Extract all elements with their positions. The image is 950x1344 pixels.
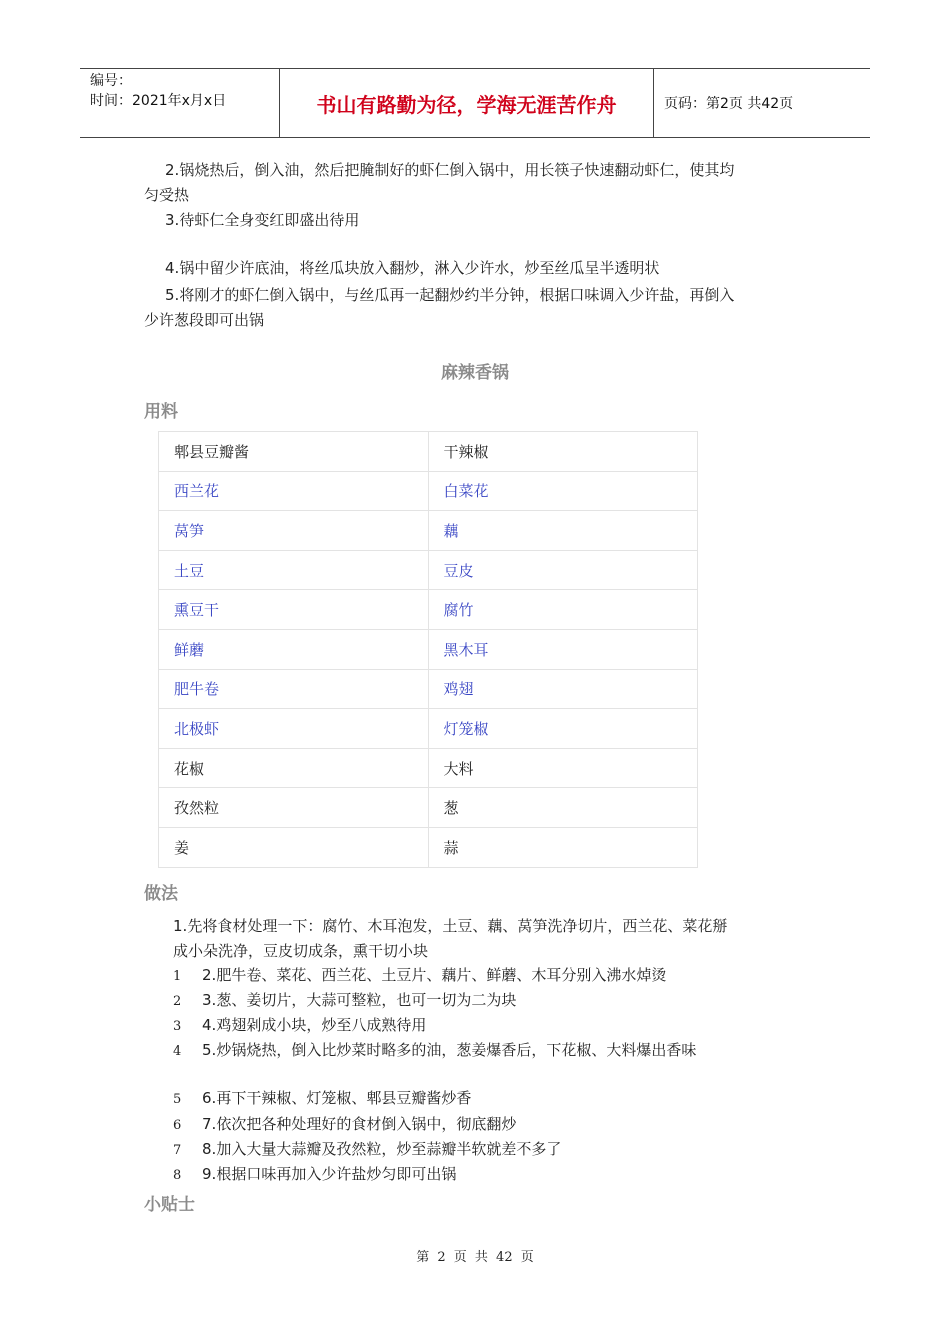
ingredient-link[interactable]: 鸡翅 bbox=[428, 669, 698, 709]
step-number: 9. bbox=[202, 1165, 217, 1183]
prev-step-4 bbox=[165, 256, 659, 281]
table-row bbox=[159, 590, 698, 630]
method-step-6 bbox=[144, 1086, 844, 1112]
table-row bbox=[159, 629, 698, 669]
table-row bbox=[159, 827, 698, 867]
header-page-info: 页码：第2页 共42页 bbox=[664, 96, 794, 112]
method-step-3 bbox=[144, 988, 844, 1014]
page-header bbox=[80, 68, 870, 138]
ingredient-cell: 姜 bbox=[159, 827, 429, 867]
table-row bbox=[159, 748, 698, 788]
method-step-4 bbox=[144, 1013, 844, 1039]
step-text: 肥牛卷、菜花、西兰花、土豆片、藕片、鲜蘑、木耳分别入沸水焯烫 bbox=[216, 966, 667, 984]
time-label: 时间：2021年x月x日 bbox=[90, 93, 227, 109]
table-row bbox=[159, 471, 698, 511]
step-text: 依次把各种处理好的食材倒入锅中，彻底翻炒 bbox=[216, 1115, 517, 1133]
step-text-cont: 成小朵洗净，豆皮切成条，熏干切小块 bbox=[173, 942, 429, 960]
step-number: 3. bbox=[202, 991, 217, 1009]
ingredient-link[interactable]: 熏豆干 bbox=[159, 590, 429, 630]
page-footer: 第 2 页 共 42 页 bbox=[416, 1250, 534, 1265]
ingredient-link[interactable]: 腐竹 bbox=[428, 590, 698, 630]
method-heading: 做法 bbox=[144, 884, 178, 904]
prev-step-3 bbox=[165, 208, 359, 233]
ingredient-link[interactable]: 藕 bbox=[428, 511, 698, 551]
ingredient-cell: 干辣椒 bbox=[428, 432, 698, 472]
ingredient-link[interactable]: 黑木耳 bbox=[428, 629, 698, 669]
ingredient-cell: 孜然粒 bbox=[159, 788, 429, 828]
step-text: 锅烧热后，倒入油，然后把腌制好的虾仁倒入锅中，用长筷子快速翻动虾仁，使其均 bbox=[179, 161, 735, 179]
line-number: 4 bbox=[173, 1044, 182, 1059]
line-number: 8 bbox=[173, 1168, 182, 1183]
table-row bbox=[159, 550, 698, 590]
step-number: 4. bbox=[165, 259, 180, 277]
method-step-1 bbox=[173, 914, 833, 964]
table-row bbox=[159, 788, 698, 828]
step-number: 5. bbox=[165, 286, 180, 304]
ingredient-cell: 郫县豆瓣酱 bbox=[159, 432, 429, 472]
ingredient-link[interactable]: 北极虾 bbox=[159, 709, 429, 749]
step-text: 待虾仁全身变红即盛出待用 bbox=[179, 211, 360, 229]
step-text: 炒锅烧热，倒入比炒菜时略多的油，葱姜爆香后，下花椒、大料爆出香味 bbox=[216, 1041, 697, 1059]
header-meta bbox=[80, 69, 280, 137]
step-text: 锅中留少许底油，将丝瓜块放入翻炒，淋入少许水，炒至丝瓜呈半透明状 bbox=[179, 259, 660, 277]
ingredient-link[interactable]: 肥牛卷 bbox=[159, 669, 429, 709]
prev-step-5 bbox=[144, 283, 844, 333]
step-text: 根据口味再加入少许盐炒匀即可出锅 bbox=[216, 1165, 457, 1183]
header-motto: 书山有路勤为径，学海无涯苦作舟 bbox=[280, 69, 654, 137]
step-text: 将刚才的虾仁倒入锅中，与丝瓜再一起翻炒约半分钟，根据口味调入少许盐，再倒入 bbox=[179, 286, 735, 304]
step-number: 4. bbox=[202, 1016, 217, 1034]
ingredient-link[interactable]: 西兰花 bbox=[159, 471, 429, 511]
ingredients-heading: 用料 bbox=[144, 402, 178, 422]
line-number: 6 bbox=[173, 1118, 182, 1133]
ingredient-cell: 花椒 bbox=[159, 748, 429, 788]
step-text: 葱、姜切片，大蒜可整粒，也可一切为二为块 bbox=[216, 991, 517, 1009]
ingredient-link[interactable]: 莴笋 bbox=[159, 511, 429, 551]
step-number: 2. bbox=[202, 966, 217, 984]
line-number: 1 bbox=[173, 969, 182, 984]
ingredient-link[interactable]: 豆皮 bbox=[428, 550, 698, 590]
step-text: 再下干辣椒、灯笼椒、郫县豆瓣酱炒香 bbox=[216, 1089, 472, 1107]
ingredient-link[interactable]: 灯笼椒 bbox=[428, 709, 698, 749]
step-text-cont: 匀受热 bbox=[144, 186, 190, 204]
table-row bbox=[159, 709, 698, 749]
method-step-2 bbox=[144, 963, 844, 989]
ingredient-link[interactable]: 白菜花 bbox=[428, 471, 698, 511]
step-number: 8. bbox=[202, 1140, 217, 1158]
table-row bbox=[159, 432, 698, 472]
line-number: 3 bbox=[173, 1019, 182, 1034]
ingredient-cell: 蒜 bbox=[428, 827, 698, 867]
method-step-9 bbox=[144, 1162, 844, 1188]
line-number: 2 bbox=[173, 994, 182, 1009]
step-number: 3. bbox=[165, 211, 180, 229]
ingredients-table bbox=[158, 431, 698, 868]
number-label: 编号： bbox=[90, 73, 132, 89]
method-step-5 bbox=[144, 1038, 844, 1064]
method-step-7 bbox=[144, 1112, 844, 1138]
ingredient-link[interactable]: 土豆 bbox=[159, 550, 429, 590]
tips-heading: 小贴士 bbox=[144, 1195, 195, 1215]
step-number: 7. bbox=[202, 1115, 217, 1133]
line-number: 5 bbox=[173, 1092, 182, 1107]
step-text: 先将食材处理一下：腐竹、木耳泡发，土豆、藕、莴笋洗净切片，西兰花、菜花掰 bbox=[187, 917, 728, 935]
step-number: 2. bbox=[165, 161, 180, 179]
line-number: 7 bbox=[173, 1143, 182, 1158]
step-text-cont: 少许葱段即可出锅 bbox=[144, 311, 265, 329]
method-step-8 bbox=[144, 1137, 844, 1163]
step-number: 5. bbox=[202, 1041, 217, 1059]
recipe-title: 麻辣香锅 bbox=[441, 363, 509, 383]
ingredient-cell: 葱 bbox=[428, 788, 698, 828]
table-row bbox=[159, 511, 698, 551]
ingredient-link[interactable]: 鲜蘑 bbox=[159, 629, 429, 669]
table-row bbox=[159, 669, 698, 709]
step-number: 1. bbox=[173, 917, 188, 935]
prev-step-2 bbox=[144, 158, 844, 208]
step-number: 6. bbox=[202, 1089, 217, 1107]
ingredient-cell: 大料 bbox=[428, 748, 698, 788]
step-text: 鸡翅剁成小块，炒至八成熟待用 bbox=[216, 1016, 427, 1034]
step-text: 加入大量大蒜瓣及孜然粒，炒至蒜瓣半软就差不多了 bbox=[216, 1140, 562, 1158]
